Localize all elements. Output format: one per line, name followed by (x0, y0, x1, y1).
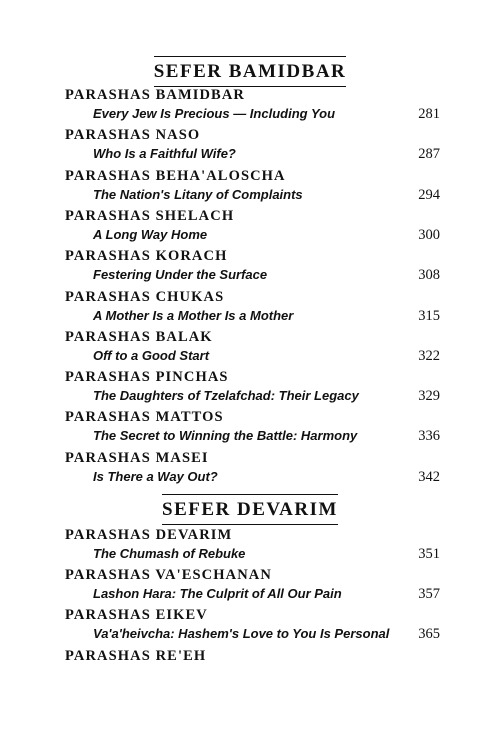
toc-entry (65, 647, 440, 665)
toc-entry (65, 408, 440, 446)
toc-entry (65, 449, 440, 487)
entry-subtitle: The Chumash of Rebuke (93, 546, 246, 561)
entry-subtitle: Lashon Hara: The Culprit of All Our Pain (93, 586, 342, 601)
entry-subtitle: The Daughters of Tzelafchad: Their Legacy (93, 388, 359, 403)
parasha-name: PARASHAS CHUKAS (65, 289, 225, 305)
page-number: 281 (418, 106, 440, 122)
parasha-name: PARASHAS BALAK (65, 329, 213, 345)
toc-entry (65, 126, 440, 164)
parasha-name: PARASHAS BAMIDBAR (65, 87, 245, 103)
parasha-name: PARASHAS NASO (65, 127, 201, 143)
entry-subtitle: Is There a Way Out? (93, 469, 218, 484)
entry-subtitle: Festering Under the Surface (93, 267, 268, 282)
page-number: 336 (418, 428, 440, 444)
toc-entry (65, 328, 440, 366)
toc-entry (65, 207, 440, 245)
toc-entry (65, 288, 440, 326)
page-number: 342 (418, 469, 440, 485)
toc-entry (65, 526, 440, 564)
parasha-name: PARASHAS PINCHAS (65, 369, 229, 385)
page-number: 300 (418, 227, 440, 243)
entry-subtitle: The Secret to Winning the Battle: Harmony (93, 428, 358, 443)
page-number: 294 (418, 187, 440, 203)
parasha-name: PARASHAS SHELACH (65, 208, 235, 224)
page-number: 287 (418, 146, 440, 162)
parasha-name: PARASHAS BEHA'ALOSCHA (65, 168, 286, 184)
page-number: 357 (418, 586, 440, 602)
section-title: SEFER BAMIDBAR (153, 61, 347, 82)
parasha-name: PARASHAS VA'ESCHANAN (65, 567, 272, 583)
entry-subtitle: Who Is a Faithful Wife? (93, 146, 236, 161)
toc-entry (65, 368, 440, 406)
page-number: 322 (418, 348, 440, 364)
parasha-name: PARASHAS RE'EH (65, 648, 207, 664)
parasha-name: PARASHAS EIKEV (65, 607, 208, 623)
section-title: SEFER DEVARIM (162, 499, 338, 520)
entry-subtitle: Off to a Good Start (93, 348, 210, 363)
toc-entry (65, 247, 440, 285)
entry-subtitle: A Mother Is a Mother Is a Mother (93, 308, 294, 323)
page-number: 329 (418, 388, 440, 404)
parasha-name: PARASHAS DEVARIM (65, 527, 233, 543)
page-number: 308 (418, 267, 440, 283)
parasha-name: PARASHAS MASEI (65, 450, 209, 466)
page-number: 351 (418, 546, 440, 562)
toc-entry (65, 167, 440, 205)
parasha-name: PARASHAS KORACH (65, 248, 228, 264)
section-heading-bamidbar (0, 56, 500, 87)
toc-entry (65, 566, 440, 604)
toc-entry (65, 606, 440, 644)
page-number: 365 (418, 626, 440, 642)
entry-subtitle: Every Jew Is Precious — Including You (93, 106, 336, 121)
parasha-name: PARASHAS MATTOS (65, 409, 224, 425)
section-heading-devarim (0, 494, 500, 525)
page-number: 315 (418, 308, 440, 324)
entry-subtitle: A Long Way Home (93, 227, 208, 242)
entry-subtitle: The Nation's Litany of Complaints (93, 187, 303, 202)
toc-entry (65, 86, 440, 124)
entry-subtitle: Va'a'heivcha: Hashem's Love to You Is Personal (93, 626, 390, 641)
